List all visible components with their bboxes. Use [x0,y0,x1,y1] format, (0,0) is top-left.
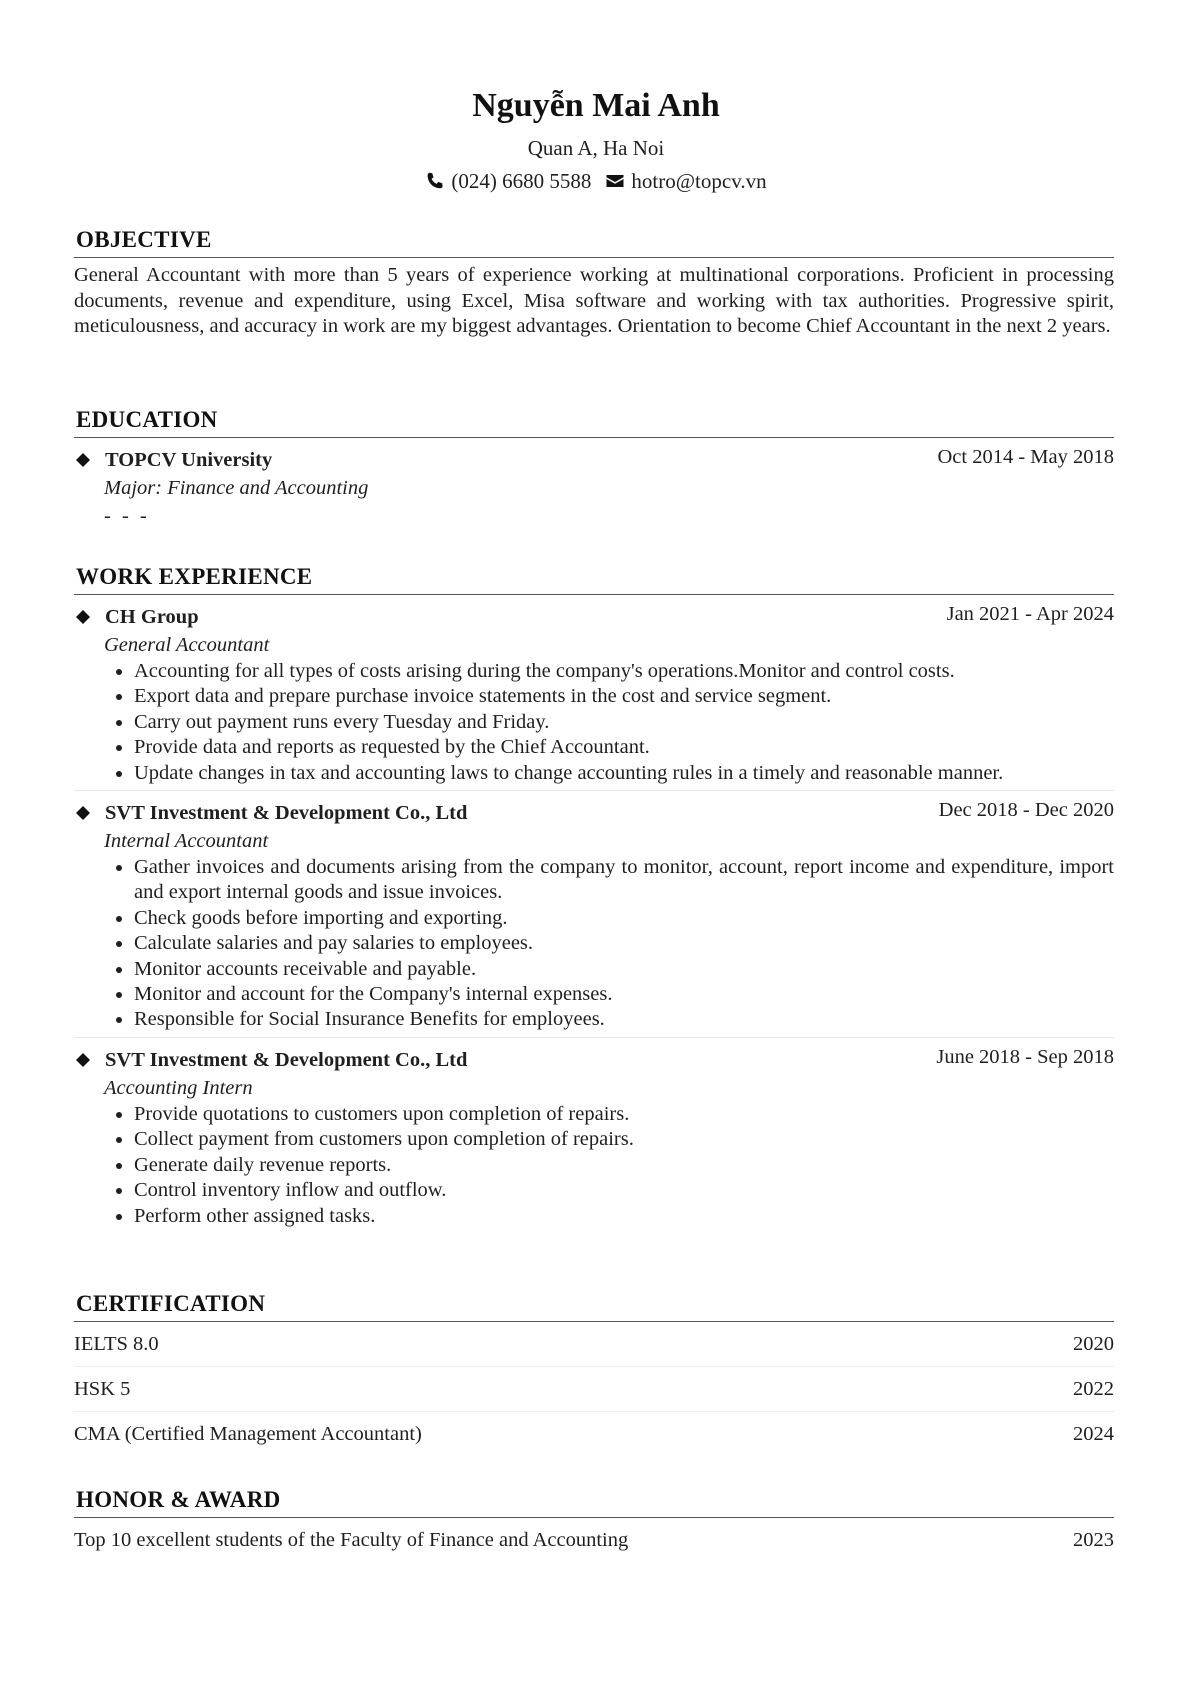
diamond-bullet-icon [76,806,90,820]
list-item: • Provide quotations to customers upon completion of repairs. [134,1102,1114,1127]
education-major: Major: Finance and Accounting [104,477,369,499]
honor-year: 2023 [1073,1528,1114,1551]
phone-number[interactable]: (024) 6680 5588 [451,169,592,193]
candidate-address: Quan A, Ha Noi [527,136,665,160]
list-item: • Perform other assigned tasks. [134,1204,1114,1229]
objective-title: OBJECTIVE [74,226,1114,258]
certification-name: CMA (Certified Management Accountant) [74,1422,422,1445]
list-item: • Control inventory inflow and outflow. [134,1178,1114,1203]
responsibility-list [74,1102,1114,1229]
experience-dates: Jan 2021 - Apr 2024 [946,603,1114,625]
diamond-bullet-icon [76,610,90,624]
education-title: EDUCATION [74,406,1114,438]
education-note: - - - [104,505,150,527]
certification-name: HSK 5 [74,1377,131,1400]
list-item: • Monitor accounts receivable and payable. [134,957,1114,982]
list-item: • Responsible for Social Insurance Benefits for employees. [134,1007,1114,1032]
certification-row [74,1367,1114,1412]
certification-row [74,1412,1114,1456]
certification-row [74,1322,1114,1367]
experience-entry [74,1037,1114,1229]
company-name: SVT Investment & Development Co., Ltd [105,802,468,825]
responsibility-list [74,659,1114,786]
honors-section [74,1486,1114,1562]
experience-title: WORK EXPERIENCE [74,563,1114,595]
responsibility-list [74,855,1114,1033]
list-item: • Check goods before importing and exporting. [134,906,1114,931]
job-title: Accounting Intern [104,1076,253,1099]
honor-name: Top 10 excellent students of the Faculty of Finance and Accounting [74,1528,629,1551]
email-address[interactable]: hotro@topcv.vn [631,169,767,193]
diamond-bullet-icon [76,1053,90,1067]
experience-dates: Dec 2018 - Dec 2020 [938,799,1114,822]
objective-text: General Accountant with more than 5 years of experience working at multinational corporations. Proficient in processing documents, revenue and expenditure, using Excel, Misa software and working with tax authorities. Progressive spirit, meticulousness, and accuracy in work are my biggest advantages. Orientation to become Chief Accountant in the next 2 years. [74,264,1114,338]
experience-section [74,563,1114,1229]
experience-entry [74,790,1114,1033]
honor-row [74,1518,1114,1562]
list-item: • Gather invoices and documents arising from the company to monitor, account, report income and expenditure, import and export internal goods and issue invoices. [134,855,1114,906]
company-name: CH Group [105,606,199,628]
list-item: • Collect payment from customers upon completion of repairs. [134,1127,1114,1152]
objective-section [74,226,1114,340]
list-item: • Carry out payment runs every Tuesday and Friday. [134,710,1114,735]
resume-header [0,84,1192,196]
list-item: • Accounting for all types of costs arising during the company's operations.Monitor and control costs. [134,659,1114,684]
honors-title: HONOR & AWARD [74,1486,1114,1518]
company-name: SVT Investment & Development Co., Ltd [105,1048,468,1071]
list-item: • Update changes in tax and accounting laws to change accounting rules in a timely and reasonable manner. [134,761,1114,786]
candidate-name: Nguyễn Mai Anh [472,87,720,124]
certification-name: IELTS 8.0 [74,1332,159,1355]
phone-icon [425,171,445,191]
job-title: Internal Accountant [104,830,269,853]
education-section [74,406,1114,530]
list-item: • Provide data and reports as requested by the Chief Accountant. [134,735,1114,760]
certification-section [74,1290,1114,1456]
certification-year: 2024 [1073,1422,1114,1445]
education-entry [74,438,1114,530]
list-item: • Generate daily revenue reports. [134,1153,1114,1178]
certification-year: 2020 [1073,1332,1114,1355]
certification-year: 2022 [1073,1377,1114,1400]
envelope-icon [605,171,625,191]
certification-title: CERTIFICATION [74,1290,1114,1322]
contact-line [0,166,1192,196]
list-item: • Export data and prepare purchase invoice statements in the cost and service segment. [134,684,1114,709]
list-item: • Monitor and account for the Company's internal expenses. [134,982,1114,1007]
education-dates: Oct 2014 - May 2018 [937,446,1114,468]
experience-entry [74,595,1114,786]
experience-dates: June 2018 - Sep 2018 [936,1045,1114,1068]
list-item: • Calculate salaries and pay salaries to employees. [134,931,1114,956]
school-name: TOPCV University [105,449,273,471]
job-title: General Accountant [104,634,270,656]
diamond-bullet-icon [76,453,90,467]
